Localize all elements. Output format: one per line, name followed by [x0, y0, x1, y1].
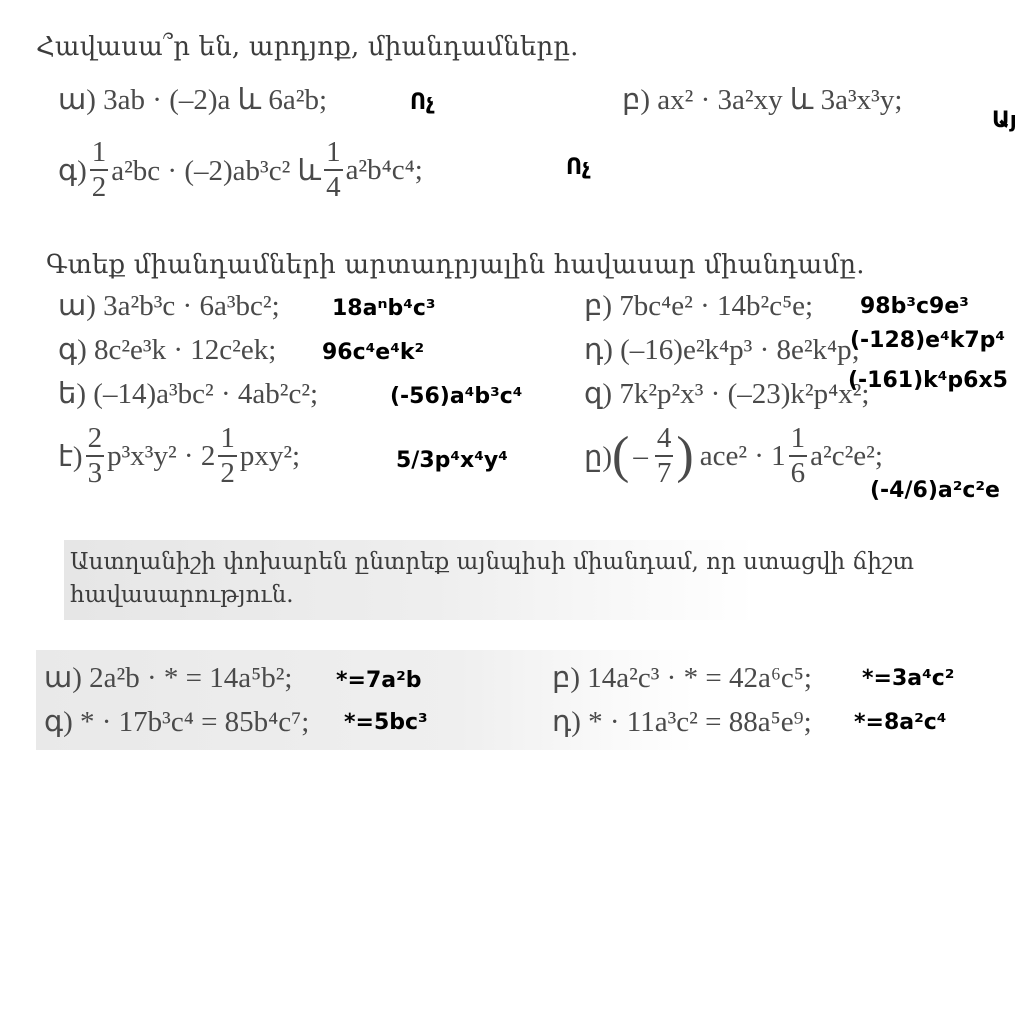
item-expression: ax² · 3a²xy և 3a³x³y;	[657, 84, 903, 116]
item-label: բ)	[622, 84, 651, 116]
s2-item-e	[58, 376, 318, 411]
fraction-numerator: 4	[655, 424, 674, 457]
item-label: գ)	[58, 334, 87, 366]
paren-open: (	[612, 427, 630, 484]
s2-item-g	[58, 332, 276, 367]
item-expression: 8c²e³k · 12c²ek;	[93, 334, 277, 366]
item-label: բ)	[584, 290, 613, 322]
s2-item-g-answer: 96c⁴e⁴k²	[322, 340, 425, 365]
s1-item-b-answer: Այ	[992, 108, 1017, 133]
item-label: ա)	[58, 84, 96, 116]
fraction-denominator: 6	[790, 457, 806, 489]
fraction-sign: –	[633, 439, 648, 472]
item-expression-end: a²b⁴c⁴;	[345, 153, 423, 186]
item-label: ա)	[58, 290, 96, 322]
s2-item-z-answer: (-161)k⁴p6x5	[848, 368, 1008, 393]
s2-item-a	[58, 288, 280, 323]
fraction	[324, 138, 343, 202]
item-label: դ)	[584, 334, 613, 366]
fraction	[86, 424, 105, 488]
s4-item-a	[44, 660, 292, 695]
item-label: բ)	[552, 662, 581, 694]
s4-item-g-answer: *=5bc³	[344, 710, 428, 735]
s2-item-d-answer: (-128)e⁴k7p⁴	[850, 328, 1006, 353]
item-expression: ace² · 1	[699, 439, 786, 472]
fraction-denominator: 2	[91, 171, 107, 203]
fraction	[789, 424, 808, 488]
fraction	[90, 138, 109, 202]
paren-close: )	[676, 427, 694, 484]
s2-item-b-answer: 98b³c9e³	[860, 294, 969, 319]
s1-item-g	[58, 130, 423, 210]
s1-item-b	[622, 82, 902, 117]
item-label: ը)	[584, 440, 613, 473]
s4-item-d-answer: *=8a²c⁴	[854, 710, 947, 735]
fraction-denominator: 2	[220, 457, 235, 489]
s4-item-b	[552, 660, 812, 695]
s2-item-a-answer: 18aⁿb⁴c³	[332, 296, 436, 321]
fraction	[655, 424, 674, 488]
item-expression: 14a²c³ · * = 42a⁶c⁵;	[587, 662, 812, 694]
item-label: դ)	[552, 706, 581, 738]
s2-item-ee-answer: 5/3p⁴x⁴y⁴	[396, 448, 508, 473]
fraction-denominator: 4	[326, 171, 341, 203]
s4-item-b-answer: *=3a⁴c²	[862, 666, 955, 691]
s2-item-e-answer: (-56)a⁴b³c⁴	[390, 384, 523, 409]
fraction-numerator: 1	[789, 424, 808, 457]
item-expression-end: pxy²;	[239, 439, 301, 472]
item-expression: 7k²p²x³ · (–23)k²p⁴x²;	[619, 378, 870, 410]
fraction-denominator: 3	[87, 457, 103, 489]
item-expression: 2a²b · * = 14a⁵b²;	[89, 662, 293, 694]
s2-item-yy	[584, 418, 883, 494]
item-expression: * · 11a³c² = 88a⁵e⁹;	[588, 706, 812, 738]
item-expression: p³x³y² · 2	[107, 439, 216, 472]
item-expression: 3a²b³c · 6a³bc²;	[103, 290, 280, 322]
section2-heading: Գտեք միանդամների արտադրյալին հավասար միանդամը.	[46, 250, 865, 280]
s2-item-ee	[58, 418, 300, 494]
fraction-numerator: 2	[86, 424, 105, 457]
item-expression: 7bc⁴e² · 14b²c⁵e;	[619, 290, 814, 322]
section1-heading: Հավասա՞ր են, արդյոք, միանդամները.	[36, 32, 579, 62]
instruction-text: Աստղանիշի փոխարեն ընտրեք այնպիսի միանդամ, որ ստացվի ճիշտ հավասարություն.	[70, 549, 914, 608]
s4-item-g	[44, 704, 309, 739]
fraction-numerator: 1	[218, 424, 237, 457]
fraction-numerator: 1	[324, 138, 343, 171]
s1-item-a	[58, 82, 327, 117]
item-label: գ)	[58, 154, 87, 187]
s4-item-d	[552, 704, 812, 739]
item-label: գ)	[44, 706, 73, 738]
item-label: ե)	[58, 378, 87, 410]
s2-item-b	[584, 288, 813, 323]
s2-item-z	[584, 376, 869, 411]
item-label: զ)	[584, 378, 613, 410]
item-expression-end: a²c²e²;	[810, 439, 883, 472]
item-expression: * · 17b³c⁴ = 85b⁴c⁷;	[79, 706, 310, 738]
item-expression: (–16)e²k⁴p³ · 8e²k⁴p;	[620, 334, 860, 366]
s2-item-yy-answer: (-4/6)a²c²e	[870, 478, 1000, 503]
item-label: ա)	[44, 662, 82, 694]
s1-item-a-answer: Ոչ	[410, 90, 435, 115]
fraction-numerator: 1	[90, 138, 109, 171]
s1-item-g-answer: Ոչ	[566, 155, 591, 180]
fraction-denominator: 7	[656, 457, 672, 489]
s2-item-d	[584, 332, 860, 367]
item-expression: 3ab · (–2)a և 6a²b;	[103, 84, 328, 116]
s4-item-a-answer: *=7a²b	[336, 668, 422, 693]
item-expression: a²bc · (–2)ab³c² և	[111, 154, 322, 187]
item-expression: (–14)a³bc² · 4ab²c²;	[93, 378, 319, 410]
fraction	[218, 424, 237, 488]
item-label: է)	[58, 440, 83, 473]
